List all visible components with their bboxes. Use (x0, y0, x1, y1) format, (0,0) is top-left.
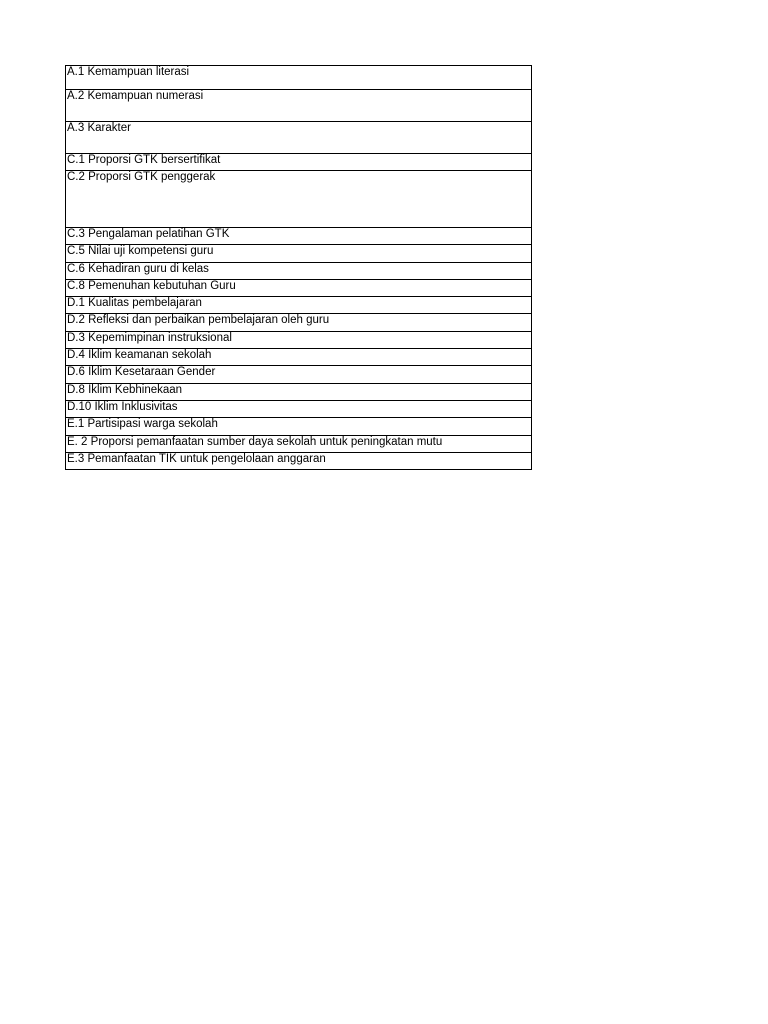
table-cell[interactable]: A.1 Kemampuan literasi (66, 66, 532, 90)
table-cell[interactable]: C.5 Nilai uji kompetensi guru (66, 245, 532, 262)
table-cell[interactable]: D.3 Kepemimpinan instruksional (66, 331, 532, 348)
table-cell[interactable]: D.4 Iklim keamanan sekolah (66, 349, 532, 366)
indicator-table (65, 65, 532, 470)
table-row (66, 245, 532, 262)
table-row (66, 154, 532, 171)
table-cell[interactable]: C.3 Pengalaman pelatihan GTK (66, 228, 532, 245)
table-row (66, 418, 532, 435)
table-cell[interactable]: E.1 Partisipasi warga sekolah (66, 418, 532, 435)
table-cell[interactable]: E.3 Pemanfaatan TIK untuk pengelolaan anggaran (66, 452, 532, 469)
table-cell[interactable]: D.8 Iklim Kebhinekaan (66, 383, 532, 400)
table-row (66, 314, 532, 331)
table-cell[interactable]: A.3 Karakter (66, 122, 532, 154)
table-cell[interactable]: A.2 Kemampuan numerasi (66, 90, 532, 122)
table-row (66, 331, 532, 348)
table-row (66, 383, 532, 400)
table-cell[interactable]: D.2 Refleksi dan perbaikan pembelajaran oleh guru (66, 314, 532, 331)
table-cell[interactable]: C.1 Proporsi GTK bersertifikat (66, 154, 532, 171)
table-row (66, 122, 532, 154)
table-row (66, 262, 532, 279)
table-row (66, 66, 532, 90)
table-row (66, 171, 532, 228)
table-row (66, 435, 532, 452)
table-cell[interactable]: D.1 Kualitas pembelajaran (66, 297, 532, 314)
table-row (66, 279, 532, 296)
table-cell[interactable]: D.10 Iklim Inklusivitas (66, 400, 532, 417)
table-row (66, 400, 532, 417)
table-row (66, 366, 532, 383)
table-cell[interactable]: D.6 Iklim Kesetaraan Gender (66, 366, 532, 383)
table-cell[interactable]: E. 2 Proporsi pemanfaatan sumber daya sekolah untuk peningkatan mutu (66, 435, 532, 452)
table-row (66, 452, 532, 469)
table-cell[interactable]: C.2 Proporsi GTK penggerak (66, 171, 532, 228)
table-row (66, 297, 532, 314)
table-cell[interactable]: C.8 Pemenuhan kebutuhan Guru (66, 279, 532, 296)
table-row (66, 349, 532, 366)
table-row (66, 90, 532, 122)
table-cell[interactable]: C.6 Kehadiran guru di kelas (66, 262, 532, 279)
table-row (66, 228, 532, 245)
